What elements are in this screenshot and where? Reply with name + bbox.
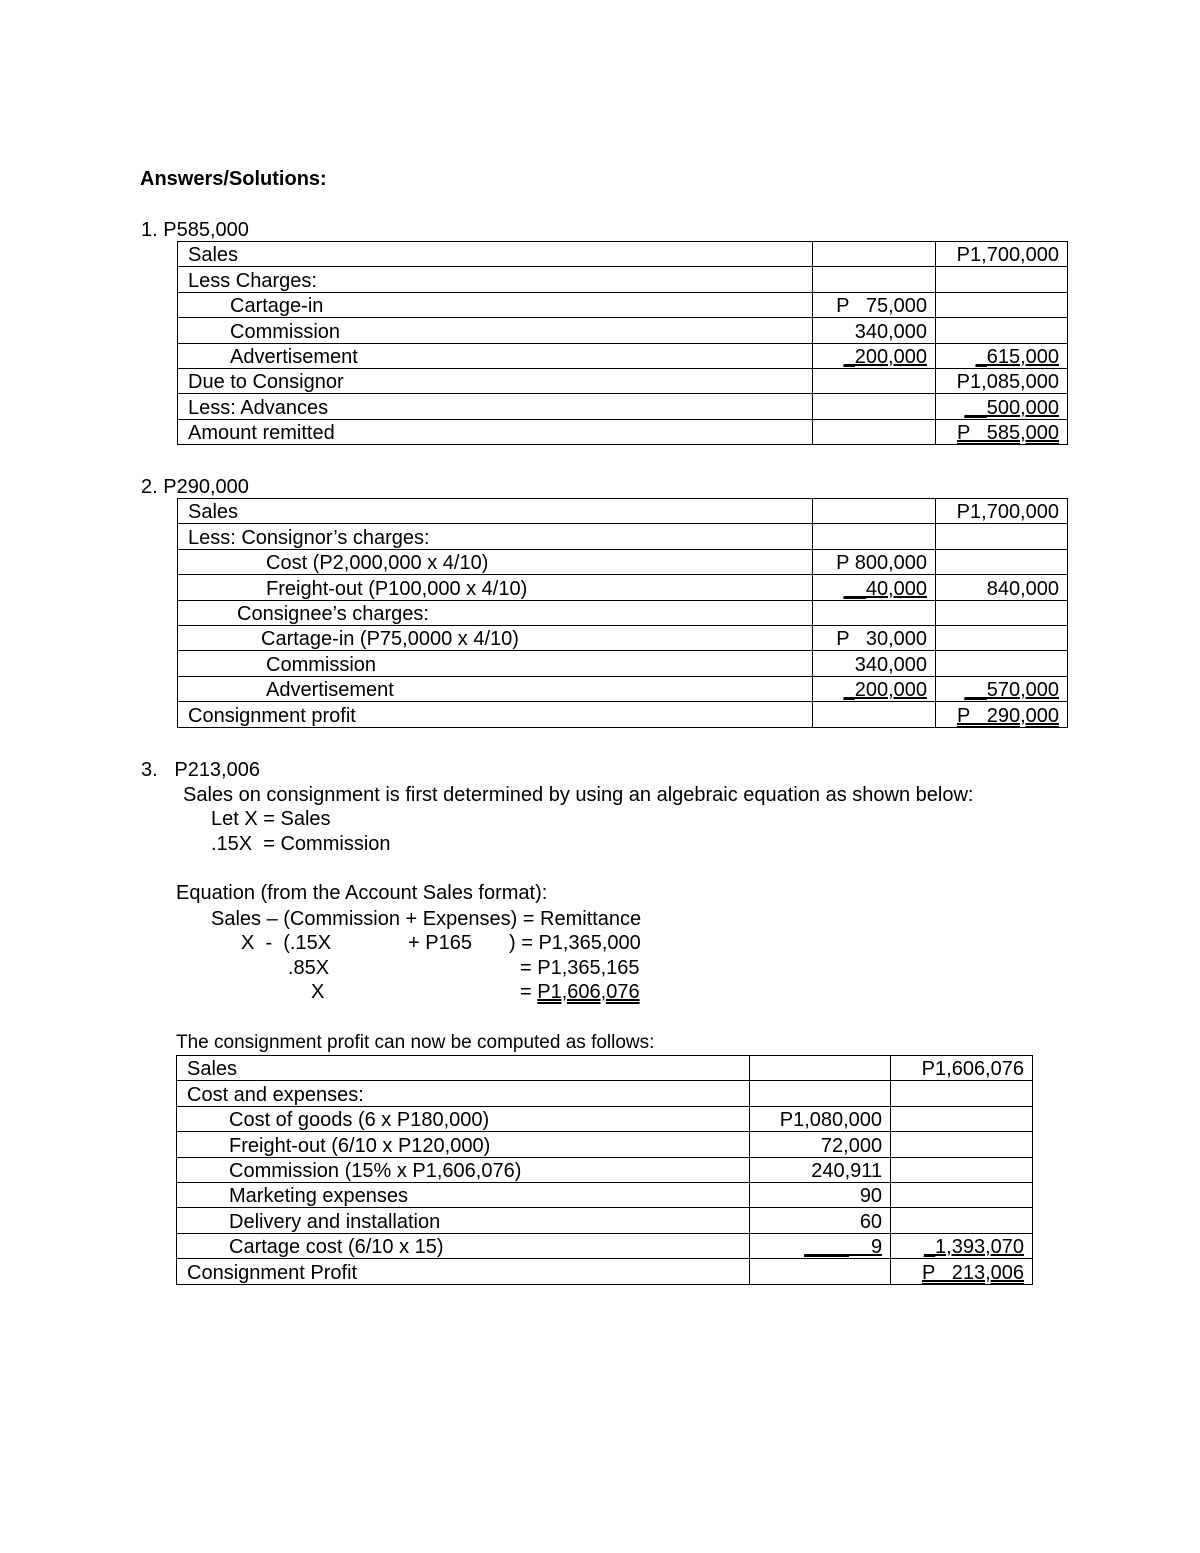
q1-table-body [178, 242, 1068, 445]
q3-sales-result: P1,606,076 [537, 981, 640, 1003]
q1-table-row-description: Less Charges: [178, 267, 813, 292]
q2-table-row-amount-value: P 30,000 [836, 628, 928, 651]
q1-table-row-amount-2 [936, 368, 1068, 393]
q1-table-row [178, 292, 1068, 317]
q1-table-row-description: Commission [178, 318, 813, 343]
q2-table-row [178, 524, 1068, 549]
q3-table-row-description: Marketing expenses [177, 1182, 750, 1207]
q1-table-row-description: Cartage-in [178, 292, 813, 317]
q1-table-row-description: Amount remitted [178, 419, 813, 444]
q3-table-row-amount-value: 90 [859, 1185, 883, 1208]
q2-table-row-amount-2 [936, 676, 1068, 701]
q3-table-row-amount-value: 240,911 [811, 1159, 883, 1182]
q3-table-row-amount-1 [750, 1132, 891, 1157]
q3-eq4-equals: = [520, 981, 538, 1003]
q1-table-row-amount-2 [936, 343, 1068, 368]
q3-table-row-description: Cost and expenses: [177, 1081, 750, 1106]
q1-table [177, 241, 1068, 445]
q2-table-row-amount-value: 340,000 [854, 653, 928, 676]
q2-table-row-amount-2 [936, 549, 1068, 574]
q1-table-row-amount-2 [936, 242, 1068, 267]
q3-equation-title: Equation (from the Account Sales format): [176, 882, 548, 904]
q1-table-row-amount-1 [813, 267, 936, 292]
q2-table-body [178, 499, 1068, 728]
q2-table-row-amount-value: _200,000 [843, 679, 928, 702]
q3-equation-line-2-mid: + P165 [408, 932, 472, 954]
q2-table-row [178, 651, 1068, 676]
q3-table-row-amount-value: P1,606,076 [921, 1058, 1024, 1081]
q3-table-row-description: Commission (15% x P1,606,076) [177, 1157, 750, 1182]
q2-table-row [178, 625, 1068, 650]
q2-table-row-amount-1 [813, 702, 936, 727]
q1-table-row-amount-1 [813, 419, 936, 444]
q3-table-row-amount-value: P 213,006 [922, 1261, 1024, 1284]
q2-table-row-amount-1 [813, 575, 936, 600]
q3-equation-line-4-right [520, 981, 640, 1004]
q2-table-row [178, 549, 1068, 574]
q1-table-row [178, 343, 1068, 368]
q3-table-row-description: Cartage cost (6/10 x 15) [177, 1233, 750, 1258]
q2-table [177, 498, 1068, 728]
q2-table-row-description: Consignment profit [178, 702, 813, 727]
q3-table-row-amount-1 [750, 1157, 891, 1182]
q1-table-row-description: Due to Consignor [178, 368, 813, 393]
q3-table-row [177, 1132, 1033, 1157]
q3-table-row-amount-value: 72,000 [820, 1134, 883, 1157]
q3-table-row-description: Delivery and installation [177, 1208, 750, 1233]
q2-table-row-amount-2 [936, 651, 1068, 676]
q1-table-row-amount-2 [936, 394, 1068, 419]
q1-table-row-amount-value: P 585,000 [957, 422, 1059, 445]
q3-intro-text: Sales on consignment is first determined by using an algebraic equation as shown below: [183, 784, 974, 806]
q3-table-row [177, 1259, 1033, 1284]
q2-table-row-amount-value: P 290,000 [957, 704, 1059, 727]
q3-table-row-amount-1 [750, 1259, 891, 1284]
q3-table-row-description: Consignment Profit [177, 1259, 750, 1284]
q3-table-row [177, 1233, 1033, 1258]
question-3-answer: 3. P213,006 [141, 759, 260, 781]
q3-table-row-amount-2 [891, 1259, 1033, 1284]
q1-table-row-amount-1 [813, 242, 936, 267]
q2-table-row [178, 676, 1068, 701]
q3-profit-intro: The consignment profit can now be computed as follows: [176, 1032, 655, 1053]
q3-table-row-amount-value: ____ 9 [804, 1236, 883, 1259]
q1-table-row [178, 419, 1068, 444]
q3-table-row [177, 1182, 1033, 1207]
q2-table-row-amount-1 [813, 676, 936, 701]
q2-table-row-amount-1 [813, 549, 936, 574]
q3-table-row [177, 1208, 1033, 1233]
q2-table-row [178, 575, 1068, 600]
q2-table-row-amount-2 [936, 625, 1068, 650]
q2-table-row-amount-value: __40,000 [843, 577, 928, 600]
q3-table-row-description: Sales [177, 1056, 750, 1081]
q2-table-row-description: Cartage-in (P75,0000 x 4/10) [178, 625, 813, 650]
q2-table-row-amount-1 [813, 499, 936, 524]
q2-table-row-description: Freight-out (P100,000 x 4/10) [178, 575, 813, 600]
q2-table-row-amount-2 [936, 600, 1068, 625]
q3-table-row-amount-2 [891, 1081, 1033, 1106]
q3-table-row-amount-2 [891, 1106, 1033, 1131]
q2-table-row-amount-1 [813, 600, 936, 625]
q2-table-row-amount-value: P1,700,000 [956, 501, 1059, 524]
q2-table-row-amount-2 [936, 702, 1068, 727]
q3-table-row-description: Freight-out (6/10 x P120,000) [177, 1132, 750, 1157]
q2-table-row-amount-2 [936, 575, 1068, 600]
q3-table-row-amount-1 [750, 1056, 891, 1081]
page-title: Answers/Solutions: [140, 168, 327, 190]
q2-table-row-description: Advertisement [178, 676, 813, 701]
q1-table-row [178, 318, 1068, 343]
q3-table-row [177, 1106, 1033, 1131]
q3-table-row-amount-value: P1,080,000 [779, 1109, 883, 1132]
q3-table-row-amount-1 [750, 1208, 891, 1233]
q2-table-row-description: Less: Consignor’s charges: [178, 524, 813, 549]
q3-table-row-amount-2 [891, 1233, 1033, 1258]
q2-table-row [178, 499, 1068, 524]
q3-equation-line-2-right: ) = P1,365,000 [509, 932, 641, 954]
q3-table-row-amount-1 [750, 1233, 891, 1258]
q3-equation-line-3-left: .85X [288, 957, 330, 979]
q1-table-row [178, 394, 1068, 419]
q3-let-sales: Let X = Sales [211, 808, 331, 830]
q2-table-row [178, 600, 1068, 625]
q3-table [176, 1055, 1033, 1285]
q1-table-row-description: Sales [178, 242, 813, 267]
q1-table-row-amount-value: 340,000 [854, 320, 927, 343]
q3-equation-line-2-left: X - (.15X [241, 932, 332, 954]
q3-table-row [177, 1157, 1033, 1182]
q1-table-row-amount-value: P 75,000 [836, 295, 927, 318]
q2-table-row-amount-value: __570,000 [964, 679, 1059, 702]
q3-table-row-amount-2 [891, 1182, 1033, 1207]
q2-table-row-amount-1 [813, 625, 936, 650]
q3-let-commission: .15X = Commission [211, 833, 391, 855]
q2-table-row-amount-2 [936, 499, 1068, 524]
q1-table-row-amount-value: _200,000 [843, 345, 927, 368]
q1-table-row-amount-1 [813, 394, 936, 419]
q2-table-row-amount-value: 840,000 [986, 577, 1059, 600]
q2-table-row-amount-1 [813, 524, 936, 549]
q3-table-row [177, 1056, 1033, 1081]
question-2-answer: 2. P290,000 [141, 476, 249, 498]
q1-table-row-description: Advertisement [178, 343, 813, 368]
q3-table-row-amount-1 [750, 1106, 891, 1131]
q1-table-row-amount-1 [813, 292, 936, 317]
q3-table-row-amount-2 [891, 1132, 1033, 1157]
q3-table-row-amount-2 [891, 1208, 1033, 1233]
q1-table-row [178, 267, 1068, 292]
q2-table-row-amount-2 [936, 524, 1068, 549]
q1-table-row [178, 368, 1068, 393]
q3-table-row-amount-1 [750, 1182, 891, 1207]
q3-equation-line-1: Sales – (Commission + Expenses) = Remittance [211, 908, 642, 930]
q3-table-row [177, 1081, 1033, 1106]
q3-table-row-amount-2 [891, 1157, 1033, 1182]
q1-table-row-amount-value: P1,700,000 [956, 244, 1059, 267]
q1-table-row [178, 242, 1068, 267]
q1-table-row-amount-2 [936, 267, 1068, 292]
q1-table-row-amount-value: P1,085,000 [956, 371, 1059, 394]
q1-table-row-amount-1 [813, 343, 936, 368]
q1-table-row-amount-1 [813, 318, 936, 343]
q2-table-row [178, 702, 1068, 727]
question-1-answer: 1. P585,000 [141, 219, 249, 241]
q2-table-row-description: Consignee’s charges: [178, 600, 813, 625]
q1-table-row-amount-2 [936, 419, 1068, 444]
q2-table-row-amount-1 [813, 651, 936, 676]
q3-table-row-amount-value: _1,393,070 [923, 1236, 1024, 1259]
q3-equation-line-4-left: X [311, 981, 325, 1003]
q1-table-row-amount-value: __500,000 [964, 396, 1059, 419]
q1-table-row-amount-1 [813, 368, 936, 393]
q1-table-row-amount-2 [936, 292, 1068, 317]
q3-table-row-amount-2 [891, 1056, 1033, 1081]
q1-table-row-amount-2 [936, 318, 1068, 343]
q2-table-row-amount-value: P 800,000 [836, 552, 928, 575]
q3-table-row-amount-value: 60 [859, 1210, 883, 1233]
q2-table-row-description: Sales [178, 499, 813, 524]
q2-table-row-description: Commission [178, 651, 813, 676]
q3-table-row-description: Cost of goods (6 x P180,000) [177, 1106, 750, 1131]
q3-table-row-amount-1 [750, 1081, 891, 1106]
q3-table-body [177, 1056, 1033, 1285]
q2-table-row-description: Cost (P2,000,000 x 4/10) [178, 549, 813, 574]
q3-equation-line-3-right: = P1,365,165 [520, 957, 640, 979]
q1-table-row-amount-value: _615,000 [975, 345, 1059, 368]
q1-table-row-description: Less: Advances [178, 394, 813, 419]
